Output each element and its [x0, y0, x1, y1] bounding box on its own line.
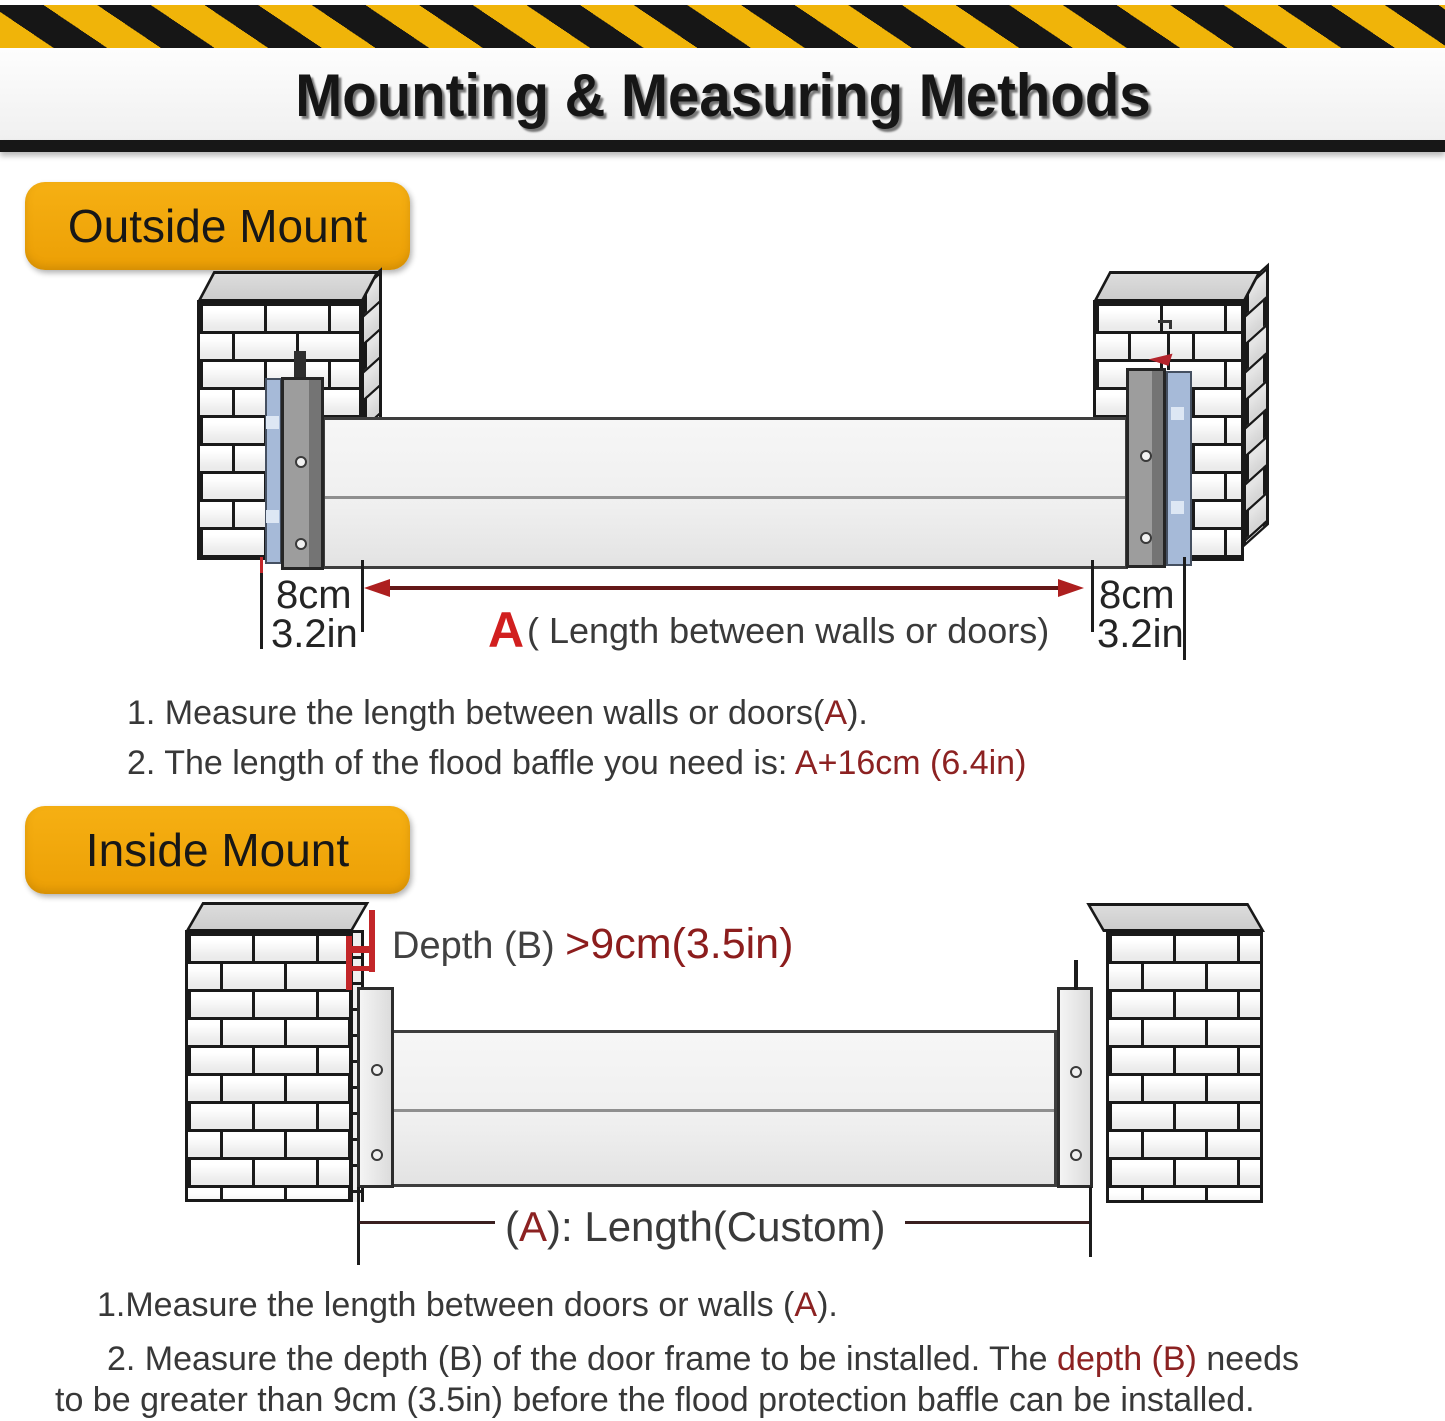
- outside-right-pillar-side: [1243, 263, 1269, 548]
- screw-hole-icon: [1070, 1066, 1082, 1078]
- screw-hole-icon: [1070, 1149, 1082, 1161]
- depth-indicator: [346, 966, 375, 971]
- custom-length-open: (: [505, 1203, 519, 1250]
- offset-right-cm: 8cm: [1099, 573, 1175, 617]
- screw-hole-icon: [295, 538, 307, 550]
- outside-flood-barrier-panel: [322, 417, 1128, 569]
- screw-hole-icon: [371, 1064, 383, 1076]
- outside-instruction-1-end: ).: [847, 694, 868, 732]
- dimension-segment: [359, 1221, 495, 1224]
- outside-right-pillar-cap: [1093, 271, 1261, 302]
- offset-left-in: 3.2in: [271, 612, 358, 656]
- depth-label-text: Depth (B): [392, 925, 566, 967]
- inside-right-anchor-rod: [1074, 960, 1078, 990]
- dimension-line: [1089, 1187, 1092, 1257]
- outside-instruction-1-text: 1. Measure the length between walls or doors(: [127, 694, 825, 732]
- depth-indicator: [346, 936, 352, 990]
- screw-hole-icon: [371, 1149, 383, 1161]
- inside-flood-barrier-panel: [391, 1030, 1057, 1187]
- outside-instruction-1-a: A: [824, 694, 848, 732]
- dimension-line: [357, 1187, 360, 1265]
- inside-instruction-2: [107, 1340, 1299, 1379]
- inside-instruction-1-text: 1.Measure the length between doors or walls (: [97, 1286, 795, 1324]
- inside-left-pillar-front: [185, 930, 352, 1202]
- screw-hole-icon: [295, 456, 307, 468]
- outside-mount-label: [25, 182, 410, 270]
- screw-hole-icon: [1140, 532, 1152, 544]
- offset-right-in: 3.2in: [1097, 612, 1184, 656]
- inside-instruction-2-depth: depth (B): [1057, 1340, 1197, 1378]
- panel-seam: [325, 496, 1125, 499]
- inside-instruction-1-end: ).: [817, 1286, 838, 1324]
- outside-mount-label-text: Outside Mount: [67, 200, 368, 252]
- header-divider: [0, 140, 1445, 152]
- outside-left-pillar-cap: [197, 271, 379, 302]
- dimension-segment: [905, 1221, 1091, 1224]
- dimension-tick: [1091, 560, 1094, 632]
- custom-length-a: A: [519, 1203, 548, 1250]
- inside-instruction-1-a: A: [794, 1286, 818, 1324]
- dimension-line-red-tip: [260, 557, 263, 573]
- custom-length-label: [505, 1203, 885, 1251]
- outside-left-seal-strip: [265, 378, 282, 564]
- depth-label: [392, 920, 793, 969]
- hazard-stripes-banner: [0, 5, 1445, 50]
- inside-left-pillar-cap: [185, 902, 369, 932]
- outside-instruction-2-text: 2. The length of the flood baffle you need is:: [127, 744, 795, 782]
- seal-pad-icon: [1171, 407, 1184, 420]
- outside-instruction-2-formula: A+16cm (6.4in): [794, 744, 1027, 782]
- inside-instruction-2-text: 2. Measure the depth (B) of the door frame to be installed. The: [107, 1340, 1058, 1378]
- inside-instruction-1: [97, 1286, 838, 1325]
- dimension-arrow: [372, 586, 1078, 590]
- length-a-marker: A: [488, 602, 525, 658]
- arrow-head-left-icon: [364, 579, 390, 597]
- screw-hole-icon: [1140, 450, 1152, 462]
- depth-indicator: [369, 910, 375, 972]
- inside-mount-label-text: Inside Mount: [85, 824, 350, 876]
- mortar-mark: [1169, 320, 1172, 329]
- panel-seam: [394, 1109, 1054, 1112]
- arrow-head-right-icon: [1058, 579, 1084, 597]
- custom-length-text: ): Length(Custom): [547, 1203, 886, 1250]
- seal-pad-icon: [1171, 501, 1184, 514]
- title-band: [0, 50, 1445, 140]
- depth-label-value: >9cm(3.5in): [565, 920, 794, 968]
- length-a-caption: ( Length between walls or doors): [527, 610, 1050, 651]
- inside-instruction-2-end: needs: [1196, 1340, 1299, 1378]
- offset-left-cm: 8cm: [276, 573, 352, 617]
- inside-mount-label: [25, 806, 410, 894]
- outside-right-seal-strip: [1166, 371, 1192, 566]
- seal-pad-icon: [266, 416, 279, 429]
- inside-instruction-3: to be greater than 9cm (3.5in) before the flood protection baffle can be installed.: [55, 1381, 1255, 1419]
- seal-pad-icon: [266, 510, 279, 523]
- outside-instruction-2: [127, 744, 1026, 783]
- page-title: Mounting & Measuring Methods: [294, 61, 1151, 129]
- inside-right-pillar-cap: [1086, 903, 1265, 932]
- inside-right-pillar-front: [1106, 930, 1263, 1203]
- outside-instruction-1: [127, 694, 868, 733]
- depth-indicator: [346, 946, 375, 953]
